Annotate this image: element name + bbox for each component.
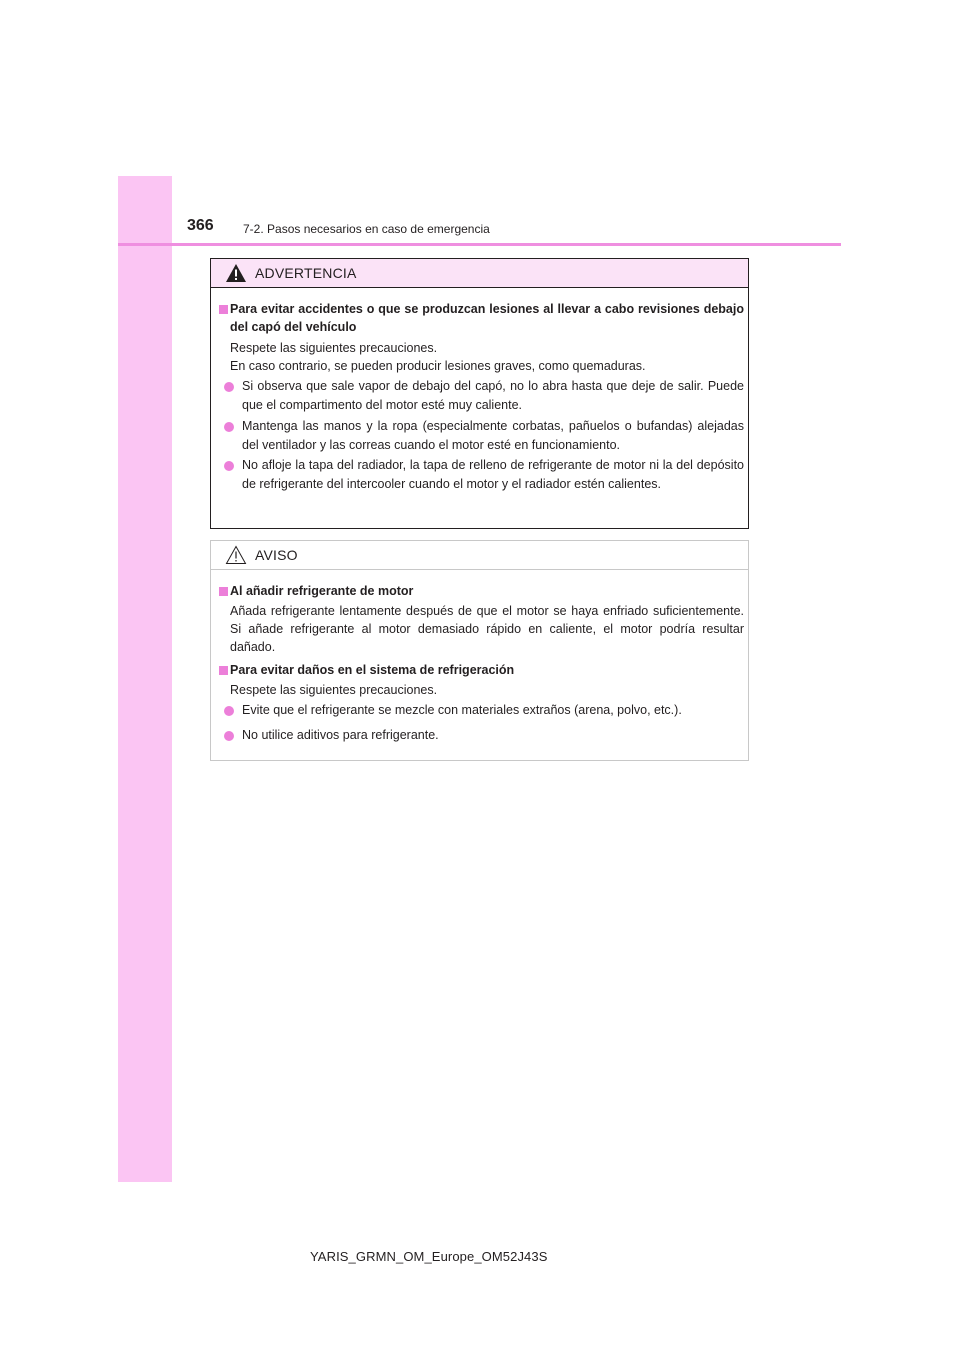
round-bullet-icon	[224, 422, 234, 432]
warning-heading: Para evitar accidentes o que se produzcan lesiones al llevar a cabo revisiones debajo del capó del vehículo	[230, 302, 744, 334]
warning-bullet-3: No afloje la tapa del radiador, la tapa de relleno de refrigerante de motor ni la del depósito de refrigerante del intercooler cuando el motor y el radiador estén calientes.	[242, 458, 744, 491]
side-tab-band	[118, 176, 172, 1182]
warning-box	[210, 258, 749, 529]
warning-intro-2: En caso contrario, se pueden producir lesiones graves, como quemaduras.	[230, 359, 646, 373]
square-bullet-icon	[219, 666, 228, 675]
round-bullet-icon	[224, 382, 234, 392]
warning-intro-1: Respete las siguientes precauciones.	[230, 341, 438, 355]
round-bullet-icon	[224, 731, 234, 741]
notice-box	[210, 540, 749, 761]
notice-title: AVISO	[255, 547, 298, 563]
warning-bullet-2: Mantenga las manos y la ropa (especialmente corbatas, pañuelos o bufandas) alejadas del ventilador y las correas cuando el motor esté en funcionamiento.	[242, 419, 744, 452]
notice-heading-2: Para evitar daños en el sistema de refrigeración	[230, 663, 515, 677]
square-bullet-icon	[219, 587, 228, 596]
notice-text-1: Añada refrigerante lentamente después de que el motor se haya enfriado suficientemente. Si añade refrigerante al motor demasiado rápido en caliente, el motor podría resultar dañado.	[230, 604, 744, 654]
round-bullet-icon	[224, 706, 234, 716]
warning-triangle-outline-icon	[225, 545, 247, 565]
header-rule	[118, 243, 841, 246]
document-id-footer: YARIS_GRMN_OM_Europe_OM52J43S	[310, 1249, 548, 1264]
warning-triangle-filled-icon	[225, 263, 247, 283]
notice-bullet-2: No utilice aditivos para refrigerante.	[242, 728, 439, 742]
notice-bullet-1: Evite que el refrigerante se mezcle con materiales extraños (arena, polvo, etc.).	[242, 703, 682, 717]
notice-heading-1: Al añadir refrigerante de motor	[230, 584, 414, 598]
warning-bullet-1: Si observa que sale vapor de debajo del capó, no lo abra hasta que deje de salir. Puede que el compartimento del motor esté muy caliente.	[242, 379, 744, 412]
square-bullet-icon	[219, 305, 228, 314]
section-title: 7-2. Pasos necesarios en caso de emergencia	[243, 222, 490, 236]
notice-header	[211, 541, 748, 570]
warning-header	[211, 259, 748, 288]
round-bullet-icon	[224, 461, 234, 471]
warning-title: ADVERTENCIA	[255, 265, 357, 281]
notice-intro-2: Respete las siguientes precauciones.	[230, 683, 438, 697]
page-number: 366	[187, 217, 214, 234]
